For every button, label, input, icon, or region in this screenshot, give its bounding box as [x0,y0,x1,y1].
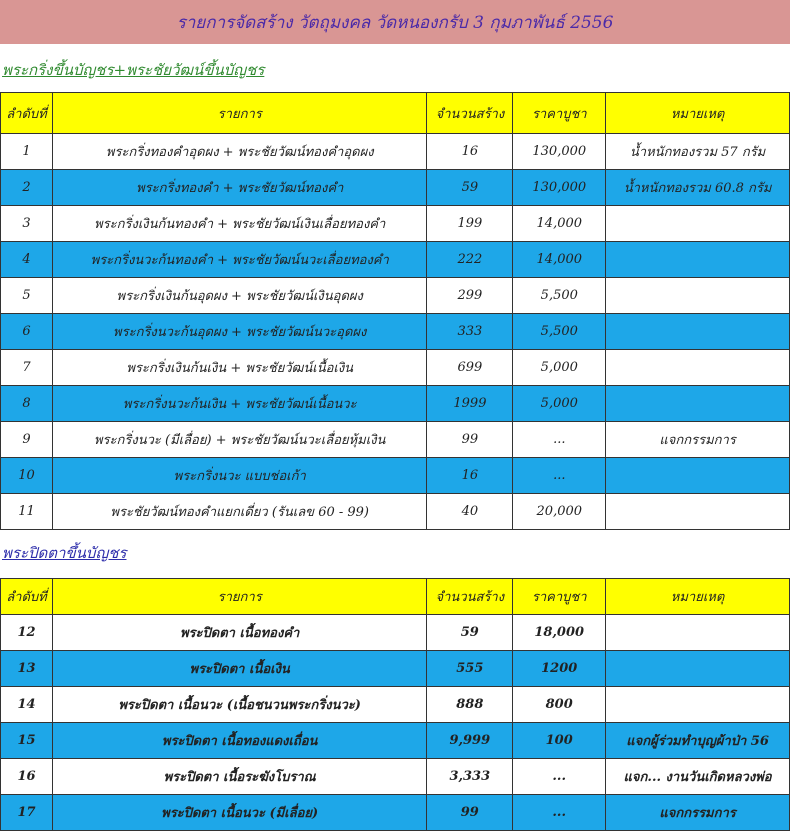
cell-price: 1200 [513,651,606,687]
cell-note [606,242,790,278]
header-note: หมายเหตุ [606,93,790,134]
cell-item: พระกริ่งทองคำ + พระชัยวัฒน์ทองคำ [52,170,426,206]
cell-quantity: 9,999 [427,723,513,759]
cell-quantity: 59 [427,170,513,206]
cell-item: พระกริ่งนวะ (มีเลื่อย) + พระชัยวัฒน์นวะเลื่อยหุ้มเงิน [52,422,426,458]
cell-index: 1 [1,134,53,170]
cell-item: พระกริ่งนวะก้นอุดผง + พระชัยวัฒน์นวะอุดผง [52,314,426,350]
header-index: ลำดับที่ [1,579,53,615]
cell-quantity: 699 [427,350,513,386]
cell-item: พระกริ่งนวะ แบบช่อเก้า [52,458,426,494]
cell-quantity: 888 [427,687,513,723]
table-row [1,458,790,494]
cell-item: พระกริ่งเงินก้นทองคำ + พระชัยวัฒน์เงินเลื่อยทองคำ [52,206,426,242]
cell-price: ... [513,759,606,795]
header-item: รายการ [52,579,426,615]
cell-item: พระปิดตา เนื้อนวะ (มีเลื่อย) [52,795,426,831]
table-header-row [1,93,790,134]
header-quantity: จำนวนสร้าง [427,579,513,615]
header-price: ราคาบูชา [513,579,606,615]
cell-note [606,458,790,494]
page-title: รายการจัดสร้าง วัตถุมงคล วัดหนองกรับ 3 กุมภาพันธ์ 2556 [176,12,614,33]
cell-index: 15 [1,723,53,759]
cell-index: 12 [1,615,53,651]
cell-price: ... [513,422,606,458]
page-title-banner [0,0,790,44]
cell-note: น้ำหนักทองรวม 57 กรัม [606,134,790,170]
cell-price: 130,000 [513,170,606,206]
cell-price: 5,000 [513,350,606,386]
cell-item: พระปิดตา เนื้อนวะ (เนื้อชนวนพระกริ่งนวะ) [52,687,426,723]
cell-quantity: 40 [427,494,513,530]
cell-note [606,350,790,386]
cell-price: 5,500 [513,278,606,314]
cell-quantity: 299 [427,278,513,314]
cell-price: 100 [513,723,606,759]
cell-price: 800 [513,687,606,723]
cell-item: พระชัยวัฒน์ทองคำแยกเดี่ยว (รันเลข 60 - 99) [52,494,426,530]
cell-note: แจก... งานวันเกิดหลวงพ่อ [606,759,790,795]
kring-table [0,92,790,530]
header-item: รายการ [52,93,426,134]
cell-price: 14,000 [513,242,606,278]
cell-quantity: 99 [427,795,513,831]
table-header-row [1,579,790,615]
cell-item: พระกริ่งนวะก้นทองคำ + พระชัยวัฒน์นวะเลื่อยทองคำ [52,242,426,278]
table-row [1,651,790,687]
cell-note [606,206,790,242]
cell-item: พระปิดตา เนื้อระฆังโบราณ [52,759,426,795]
cell-note [606,494,790,530]
cell-price: 5,000 [513,386,606,422]
cell-price: 18,000 [513,615,606,651]
cell-index: 8 [1,386,53,422]
cell-index: 17 [1,795,53,831]
cell-index: 3 [1,206,53,242]
cell-price: 20,000 [513,494,606,530]
section-title-kring: พระกริ่งขึ้นบัญชร+พระชัยวัฒน์ขึ้นบัญชร [2,61,265,79]
cell-quantity: 333 [427,314,513,350]
table-row [1,494,790,530]
header-price: ราคาบูชา [513,93,606,134]
cell-price: 5,500 [513,314,606,350]
table-row [1,759,790,795]
cell-item: พระกริ่งนวะก้นเงิน + พระชัยวัฒน์เนื้อนวะ [52,386,426,422]
table-row [1,422,790,458]
cell-item: พระกริ่งทองคำอุดผง + พระชัยวัฒน์ทองคำอุดผง [52,134,426,170]
header-index: ลำดับที่ [1,93,53,134]
cell-index: 16 [1,759,53,795]
cell-note: แจกกรรมการ [606,795,790,831]
cell-note: น้ำหนักทองรวม 60.8 กรัม [606,170,790,206]
cell-item: พระปิดตา เนื้อเงิน [52,651,426,687]
table-row [1,795,790,831]
cell-index: 10 [1,458,53,494]
cell-quantity: 555 [427,651,513,687]
cell-index: 4 [1,242,53,278]
cell-price: ... [513,795,606,831]
cell-index: 2 [1,170,53,206]
cell-note [606,314,790,350]
cell-note [606,651,790,687]
header-quantity: จำนวนสร้าง [427,93,513,134]
cell-price: 14,000 [513,206,606,242]
table-row [1,687,790,723]
cell-index: 9 [1,422,53,458]
cell-note [606,278,790,314]
table-row [1,723,790,759]
cell-quantity: 16 [427,134,513,170]
cell-note [606,386,790,422]
section-title-pidta: พระปิดตาขึ้นบัญชร [2,544,127,562]
table-row [1,386,790,422]
cell-index: 14 [1,687,53,723]
cell-quantity: 222 [427,242,513,278]
cell-quantity: 199 [427,206,513,242]
table-row [1,242,790,278]
cell-index: 11 [1,494,53,530]
cell-quantity: 3,333 [427,759,513,795]
cell-note: แจกผู้ร่วมทำบุญผ้าป่า 56 [606,723,790,759]
cell-index: 6 [1,314,53,350]
header-note: หมายเหตุ [606,579,790,615]
cell-quantity: 1999 [427,386,513,422]
cell-note: แจกกรรมการ [606,422,790,458]
cell-item: พระปิดตา เนื้อทองแดงเถื่อน [52,723,426,759]
cell-item: พระปิดตา เนื้อทองคำ [52,615,426,651]
table-row [1,615,790,651]
pidta-table [0,578,790,831]
cell-item: พระกริ่งเงินก้นเงิน + พระชัยวัฒน์เนื้อเงิน [52,350,426,386]
cell-price: 130,000 [513,134,606,170]
cell-quantity: 59 [427,615,513,651]
cell-note [606,615,790,651]
table-row [1,278,790,314]
table-row [1,206,790,242]
table-row [1,170,790,206]
cell-item: พระกริ่งเงินก้นอุดผง + พระชัยวัฒน์เงินอุดผง [52,278,426,314]
table-row [1,314,790,350]
cell-note [606,687,790,723]
cell-quantity: 16 [427,458,513,494]
cell-index: 7 [1,350,53,386]
table-row [1,350,790,386]
table-row [1,134,790,170]
cell-quantity: 99 [427,422,513,458]
cell-index: 13 [1,651,53,687]
cell-price: ... [513,458,606,494]
cell-index: 5 [1,278,53,314]
